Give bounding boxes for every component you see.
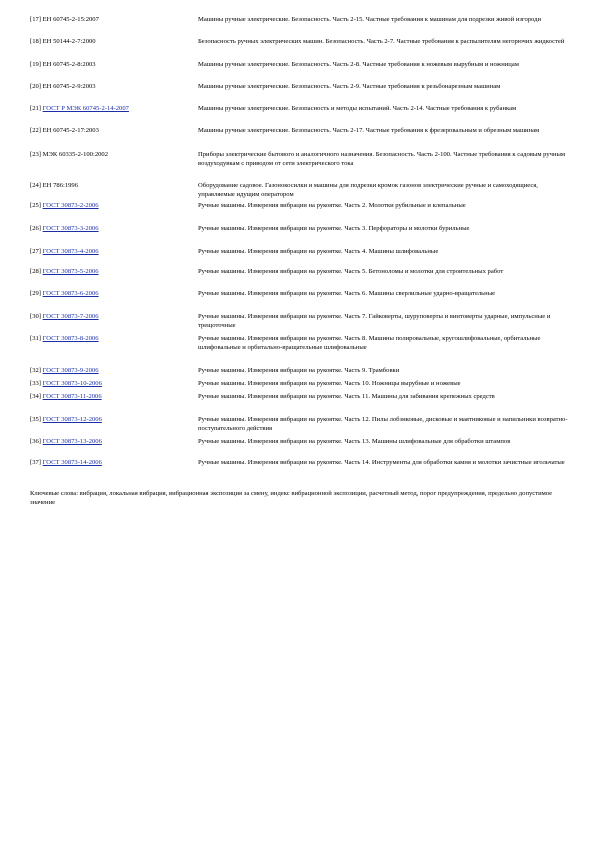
reference-designation (30, 290, 198, 299)
reference-code-link[interactable]: ГОСТ 30873-7-2006 (42, 313, 99, 320)
reference-designation (30, 151, 198, 169)
reference-designation (30, 367, 198, 376)
reference-row (30, 290, 570, 299)
reference-title: Приборы электрические бытового и аналогичного назначения. Безопасность. Часть 2-100. Частные требования к садовым ручным воздуходувкам с приводом от сети электрического тока (198, 151, 566, 167)
reference-title: Ручные машины. Измерения вибрации на рукоятке. Часть 7. Гайковерты, шуруповерты и винтоверты ударные, импульсные и трещоточные (198, 313, 551, 329)
reference-title: Ручные машины. Измерения вибрации на рукоятке. Часть 12. Пилы лобзиковые, дисковые и маятниковые и напильники возвратно-поступательного действия (198, 416, 568, 432)
reference-designation (30, 416, 198, 434)
reference-number: [29] (30, 290, 41, 297)
reference-number: [17] (30, 16, 41, 23)
reference-code-link[interactable]: ГОСТ 30873-11-2006 (42, 393, 102, 400)
reference-row (30, 105, 570, 114)
reference-code-link[interactable]: ГОСТ 30873-4-2006 (42, 248, 99, 255)
reference-number: [35] (30, 416, 41, 423)
reference-code-link[interactable]: ГОСТ 30873-13-2006 (42, 438, 102, 445)
reference-designation (30, 459, 198, 468)
reference-designation (30, 202, 198, 211)
reference-title: Машины ручные электрические. Безопасность. Часть 2-17. Частные требования к фрезеровальным и обрезным машинам (198, 127, 540, 134)
reference-title: Машины ручные электрические. Безопасность. Часть 2-15. Частные требования к машинам для подрезки живой изгороди (198, 16, 542, 23)
reference-title: Ручные машины. Измерения вибрации на рукоятке. Часть 9. Трамбовки (198, 367, 400, 374)
reference-code-link[interactable]: ГОСТ 30873-5-2006 (42, 268, 99, 275)
reference-number: [36] (30, 438, 41, 445)
reference-number: [32] (30, 367, 41, 374)
reference-row (30, 313, 570, 331)
reference-code-link[interactable]: ГОСТ 30873-3-2006 (42, 225, 99, 232)
reference-title: Машины ручные электрические. Безопасность и методы испытаний. Часть 2-14. Частные требования к рубанкам (198, 105, 517, 112)
reference-designation (30, 380, 198, 389)
reference-row (30, 127, 570, 136)
reference-row (30, 151, 570, 169)
reference-code: EH 50144-2-7:2000 (42, 38, 96, 45)
reference-designation (30, 16, 198, 25)
reference-row (30, 335, 570, 353)
reference-row (30, 182, 570, 200)
reference-row (30, 248, 570, 257)
reference-title: Ручные машины. Измерения вибрации на рукоятке. Часть 2. Молотки рубильные и клепальные (198, 202, 466, 209)
reference-code-link[interactable]: ГОСТ Р МЭК 60745-2-14-2007 (42, 105, 129, 112)
reference-number: [18] (30, 38, 41, 45)
reference-designation (30, 61, 198, 70)
reference-number: [28] (30, 268, 41, 275)
keywords-paragraph: Ключевые слова: вибрация, локальная вибрация, вибрационная экспозиция за смену, индекс вибрационной экспозиции, расчетный метод, порог предупреждения, предельно допустимое значение (30, 490, 553, 506)
reference-number: [33] (30, 380, 41, 387)
reference-number: [19] (30, 61, 41, 68)
reference-row (30, 393, 570, 402)
reference-number: [27] (30, 248, 41, 255)
reference-number: [22] (30, 127, 41, 134)
reference-code-link[interactable]: ГОСТ 30873-12-2006 (42, 416, 102, 423)
reference-title: Ручные машины. Измерения вибрации на рукоятке. Часть 6. Машины сверлильные ударно-вращательные (198, 290, 496, 297)
reference-title: Безопасность ручных электрических машин. Безопасность. Часть 2-7. Частные требования к распылителям негорючих жидкостей (198, 38, 565, 45)
reference-code: EH 60745-2-9:2003 (42, 83, 96, 90)
reference-number: [31] (30, 335, 41, 342)
reference-code: EH 60745-2-15:2007 (42, 16, 99, 23)
reference-title: Ручные машины. Измерения вибрации на рукоятке. Часть 4. Машины шлифовальные (198, 248, 439, 255)
reference-designation (30, 393, 198, 402)
reference-designation (30, 225, 198, 234)
reference-code-link[interactable]: ГОСТ 30873-10-2006 (42, 380, 102, 387)
reference-number: [21] (30, 105, 41, 112)
reference-designation (30, 313, 198, 331)
reference-number: [24] (30, 182, 41, 189)
reference-row (30, 225, 570, 234)
reference-row (30, 367, 570, 376)
reference-code-link[interactable]: ГОСТ 30873-9-2006 (42, 367, 99, 374)
reference-title: Ручные машины. Измерения вибрации на рукоятке. Часть 10. Ножницы вырубные и ножевые (198, 380, 461, 387)
reference-designation (30, 105, 198, 114)
reference-row (30, 83, 570, 92)
reference-code-link[interactable]: ГОСТ 30873-14-2006 (42, 459, 102, 466)
reference-row (30, 268, 570, 277)
reference-designation (30, 335, 198, 353)
reference-title: Ручные машины. Измерения вибрации на рукоятке. Часть 8. Машины полировальные, кругошлифовальные, орбитальные шлифовальные и орбитально-вращательные шлифовальные (198, 335, 541, 351)
reference-number: [20] (30, 83, 41, 90)
reference-row (30, 16, 570, 25)
reference-code-link[interactable]: ГОСТ 30873-6-2006 (42, 290, 99, 297)
reference-number: [25] (30, 202, 41, 209)
reference-code-link[interactable]: ГОСТ 30873-2-2006 (42, 202, 99, 209)
reference-designation (30, 268, 198, 277)
reference-row (30, 38, 570, 47)
reference-row (30, 202, 570, 211)
reference-number: [34] (30, 393, 41, 400)
reference-row (30, 380, 570, 389)
reference-row (30, 61, 570, 70)
reference-number: [37] (30, 459, 41, 466)
reference-row (30, 416, 570, 434)
reference-designation (30, 127, 198, 136)
reference-title: Ручные машины. Измерения вибрации на рукоятке. Часть 5. Бетоноломы и молотки для строительных работ (198, 268, 504, 275)
reference-designation (30, 182, 198, 200)
reference-title: Оборудование садовое. Газонокосилки и машины для подрезки кромок газонов электрические ручные и самоходящиеся, управляемые идущим оператором (198, 182, 538, 198)
reference-title: Машины ручные электрические. Безопасность. Часть 2-9. Частные требования к резьбонарезным машинам (198, 83, 501, 90)
reference-code: МЭК 60335-2-100:2002 (42, 151, 109, 158)
reference-title: Ручные машины. Измерения вибрации на рукоятке. Часть 13. Машины шлифовальные для обработки штампов (198, 438, 511, 445)
reference-designation (30, 438, 198, 447)
reference-code: EH 60745-2-17:2003 (42, 127, 99, 134)
reference-code: EH 60745-2-8:2003 (42, 61, 96, 68)
reference-number: [30] (30, 313, 41, 320)
reference-title: Ручные машины. Измерения вибрации на рукоятке. Часть 11. Машины для забивания крепежных средств (198, 393, 495, 400)
reference-title: Машины ручные электрические. Безопасность. Часть 2-8. Частные требования к ножевым вырубным и ножницам (198, 61, 519, 68)
reference-number: [26] (30, 225, 41, 232)
reference-designation (30, 38, 198, 47)
reference-title: Ручные машины. Измерения вибрации на рукоятке. Часть 14. Инструменты для обработки камня и молотки зачистные игольчатые (198, 459, 565, 466)
reference-row (30, 438, 570, 447)
reference-designation (30, 248, 198, 257)
reference-title: Ручные машины. Измерения вибрации на рукоятке. Часть 3. Перфораторы и молотки бурильные (198, 225, 470, 232)
reference-code: EH 786:1996 (42, 182, 79, 189)
reference-code-link[interactable]: ГОСТ 30873-8-2006 (42, 335, 99, 342)
reference-row (30, 459, 570, 468)
reference-number: [23] (30, 151, 41, 158)
reference-designation (30, 83, 198, 92)
